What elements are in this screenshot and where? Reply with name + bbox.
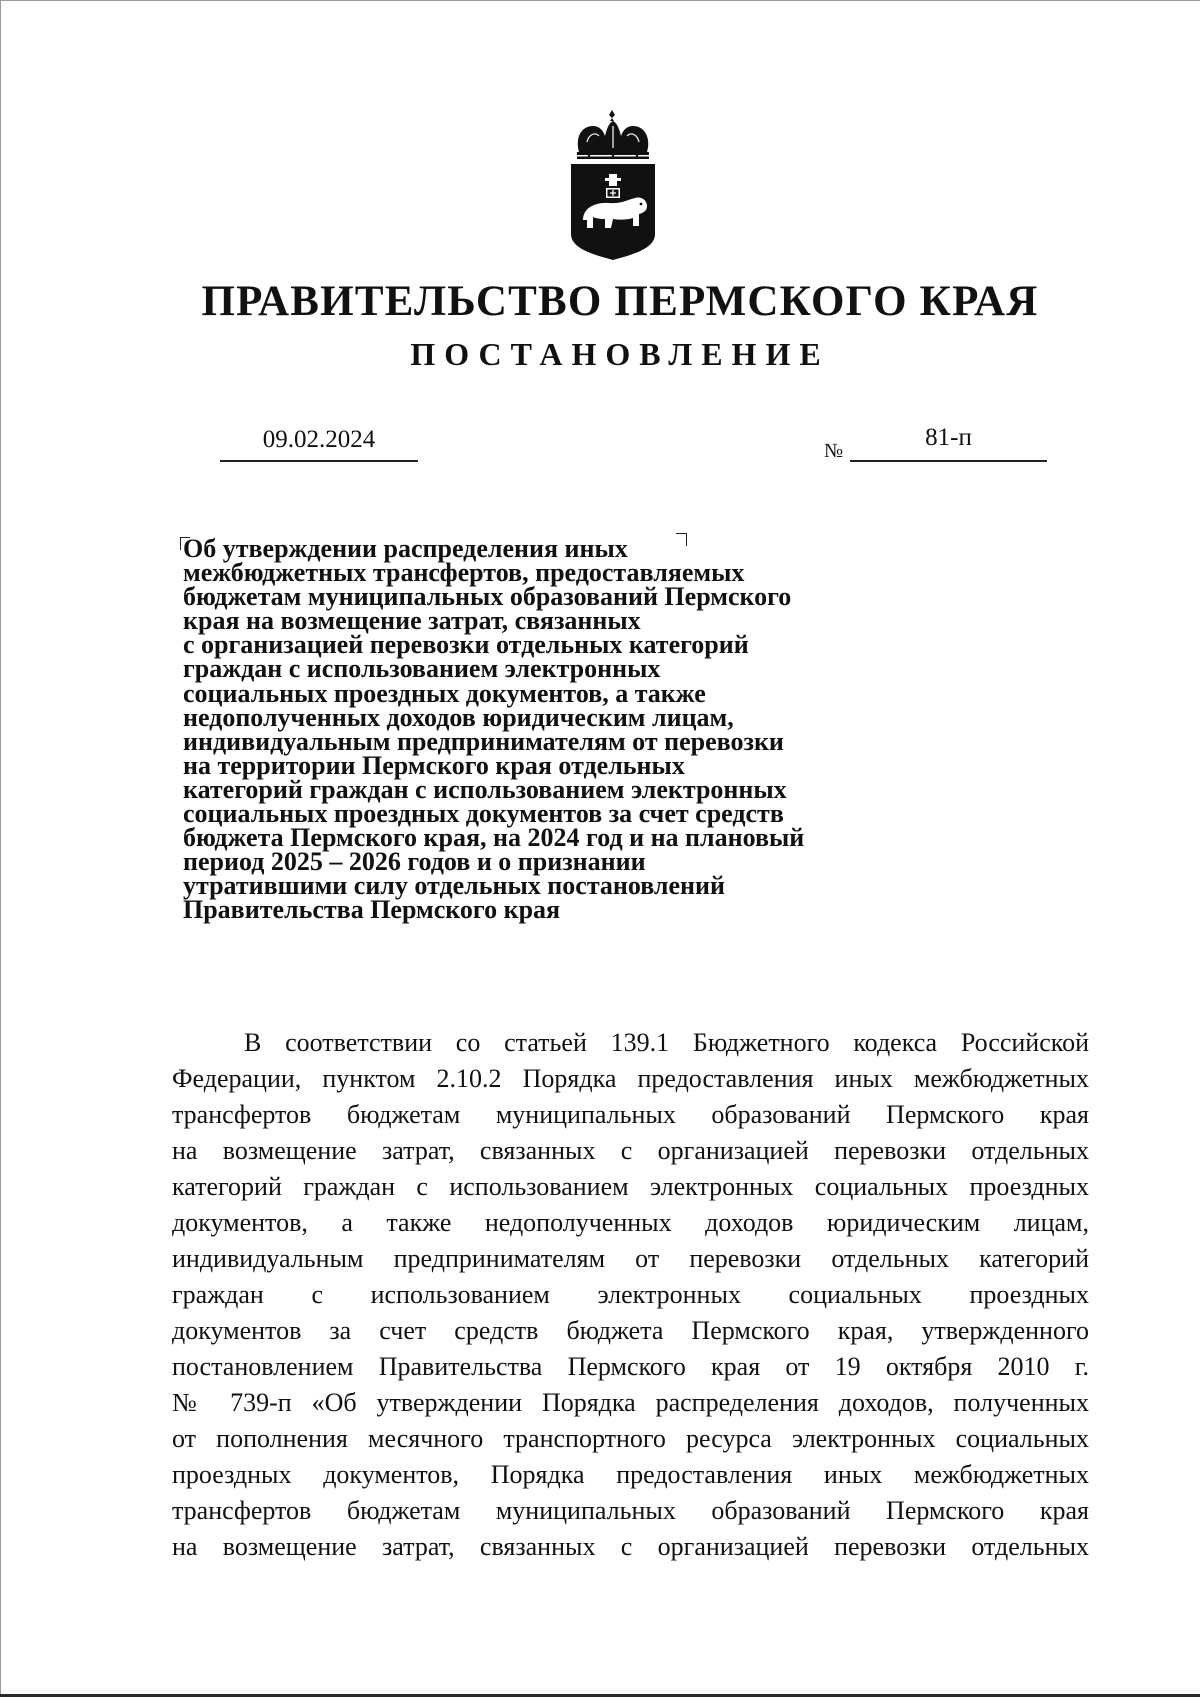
body-line: документов, а также недополученных доходов юридическим лицам, <box>172 1208 1089 1237</box>
subject-line: на территории Пермского края отдельных <box>183 750 685 780</box>
document-body-paragraph <box>172 1025 1089 1565</box>
page-border-top <box>0 0 1200 1</box>
subject-line: утратившими силу отдельных постановлений <box>183 871 726 901</box>
subject-line: Правительства Пермского края <box>183 895 561 925</box>
subject-line: межбюджетных трансфертов, предоставляемых <box>183 558 745 588</box>
page-border-left <box>0 0 1 1697</box>
body-line: Федерации, пунктом 2.10.2 Порядка предоставления иных межбюджетных <box>172 1064 1089 1093</box>
subject-line: Об утверждении распределения иных <box>183 534 628 563</box>
number-underline <box>850 460 1047 462</box>
date-underline <box>220 460 418 462</box>
subject-line: социальных проездных документов за счет средств <box>183 799 784 829</box>
body-line: № 739-п «Об утверждении Порядка распределения доходов, полученных <box>172 1388 1089 1417</box>
body-line: на возмещение затрат, связанных с организацией перевозки отдельных <box>172 1532 1089 1561</box>
subject-line: граждан с использованием электронных <box>183 654 661 684</box>
perm-krai-coat-of-arms-icon <box>565 108 661 260</box>
subject-line: социальных проездных документов, а также <box>183 678 706 708</box>
subject-line: с организацией перевозки отдельных категорий <box>183 630 749 660</box>
number-sign: № <box>824 440 844 462</box>
body-line: трансфертов бюджетам муниципальных образований Пермского края <box>172 1496 1089 1525</box>
organization-title: ПРАВИТЕЛЬСТВО ПЕРМСКОГО КРАЯ <box>201 278 1039 325</box>
body-line: проездных документов, Порядка предоставления иных межбюджетных <box>172 1460 1089 1489</box>
subject-line: категорий граждан с использованием электронных <box>183 774 787 804</box>
document-number: 81-п <box>925 424 972 451</box>
subject-line: индивидуальным предпринимателям от перевозки <box>183 726 784 756</box>
subject-line: края на возмещение затрат, связанных <box>183 606 641 636</box>
body-line: от пополнения месячного транспортного ресурса электронных социальных <box>172 1424 1089 1453</box>
body-line: индивидуальным предпринимателям от перевозки отдельных категорий <box>172 1244 1089 1273</box>
body-line: документов за счет средств бюджета Пермского края, утвержденного <box>172 1316 1089 1345</box>
crown-icon <box>577 110 649 159</box>
subject-line: бюджета Пермского края, на 2024 год и на плановый <box>183 823 805 853</box>
body-line: на возмещение затрат, связанных с организацией перевозки отдельных <box>172 1136 1089 1165</box>
subject-line: бюджетам муниципальных образований Пермского <box>183 582 792 612</box>
body-line: категорий граждан с использованием электронных социальных проездных <box>172 1172 1089 1201</box>
body-line: постановлением Правительства Пермского края от 19 октября 2010 г. <box>172 1352 1089 1381</box>
document-type: ПОСТАНОВЛЕНИЕ <box>410 336 830 372</box>
document-subject <box>183 534 903 925</box>
subject-line: период 2025 – 2026 годов и о признании <box>183 847 646 877</box>
body-line: В соответствии со статьей 139.1 Бюджетного кодекса Российской <box>244 1028 1089 1057</box>
body-line: граждан с использованием электронных социальных проездных <box>172 1280 1089 1309</box>
document-date: 09.02.2024 <box>262 426 376 453</box>
subject-line: недополученных доходов юридическим лицам, <box>183 702 734 732</box>
body-line: трансфертов бюджетам муниципальных образований Пермского края <box>172 1100 1089 1129</box>
